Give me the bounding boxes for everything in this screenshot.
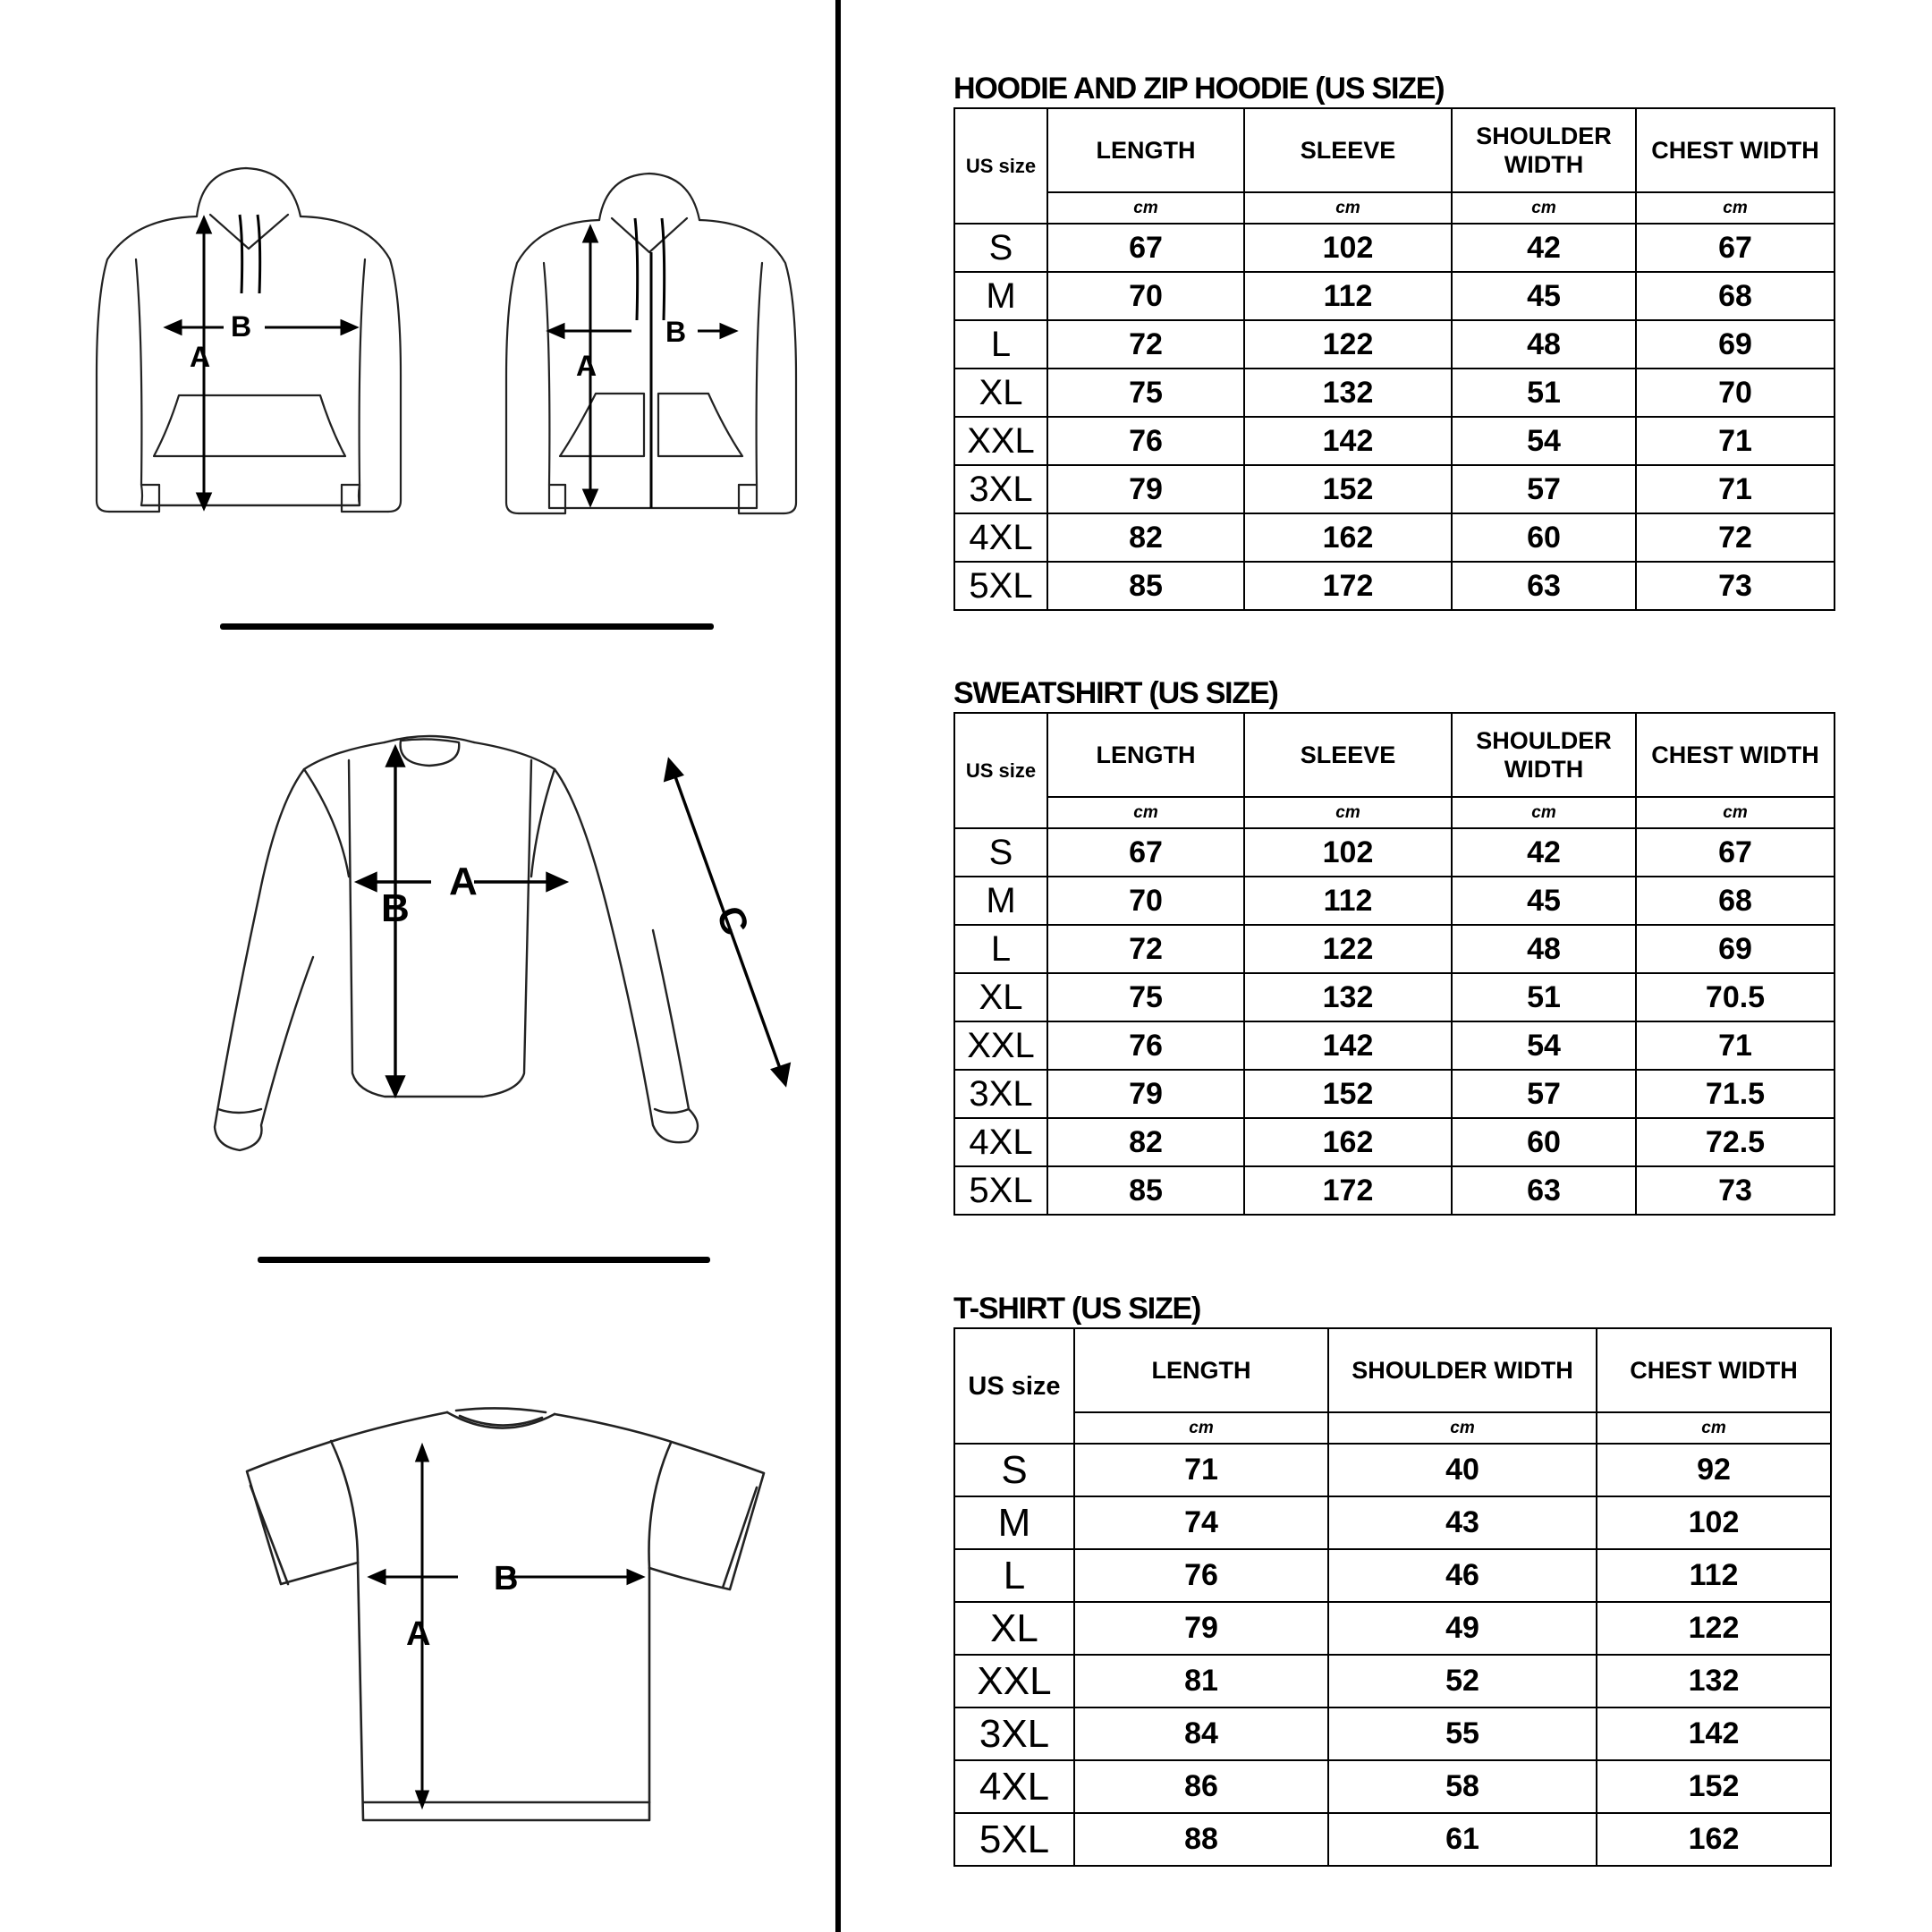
sweatshirt-table-title: SWEATSHIRT (US SIZE) bbox=[953, 676, 1278, 710]
sweatshirt-drawing bbox=[206, 733, 814, 1163]
tshirt-drawing bbox=[242, 1400, 778, 1856]
column-header-sleeve: SLEEVE bbox=[1244, 713, 1452, 797]
sweatshirt-size-section bbox=[953, 674, 1835, 1216]
table-row bbox=[954, 1070, 1835, 1118]
measurement-cell: 51 bbox=[1452, 973, 1636, 1021]
size-column-header: US size bbox=[954, 108, 1047, 224]
size-cell: M bbox=[954, 877, 1047, 925]
measurement-cell: 70 bbox=[1047, 877, 1244, 925]
size-cell: 5XL bbox=[954, 562, 1047, 610]
size-cell: XL bbox=[954, 369, 1047, 417]
measurement-cell: 71 bbox=[1636, 417, 1835, 465]
measurement-cell: 72 bbox=[1047, 320, 1244, 369]
measurement-cell: 73 bbox=[1636, 1166, 1835, 1215]
unit-cell: cm bbox=[1636, 797, 1835, 828]
separator-line-bottom bbox=[258, 1257, 710, 1263]
size-cell: XL bbox=[954, 1602, 1074, 1655]
zip-hoodie-label-a: A bbox=[576, 350, 597, 382]
measurement-cell: 60 bbox=[1452, 1118, 1636, 1166]
size-cell: S bbox=[954, 224, 1047, 272]
measurement-cell: 49 bbox=[1328, 1602, 1597, 1655]
measurement-cell: 68 bbox=[1636, 272, 1835, 320]
size-cell: XL bbox=[954, 973, 1047, 1021]
table-row bbox=[954, 369, 1835, 417]
column-header-length: LENGTH bbox=[1047, 713, 1244, 797]
unit-cell: cm bbox=[1452, 797, 1636, 828]
measurement-cell: 45 bbox=[1452, 877, 1636, 925]
tshirt-label-b: B bbox=[494, 1560, 519, 1597]
measurement-cell: 85 bbox=[1047, 562, 1244, 610]
measurement-cell: 84 bbox=[1074, 1707, 1328, 1760]
tshirt-size-table bbox=[953, 1327, 1832, 1867]
table-row bbox=[954, 877, 1835, 925]
size-cell: L bbox=[954, 1549, 1074, 1602]
size-column-header: US size bbox=[954, 713, 1047, 828]
measurement-cell: 55 bbox=[1328, 1707, 1597, 1760]
measurement-cell: 71 bbox=[1636, 465, 1835, 513]
sweatshirt-diagram bbox=[206, 733, 814, 1163]
column-header-shoulder-width: SHOULDER WIDTH bbox=[1328, 1328, 1597, 1412]
measurement-cell: 152 bbox=[1597, 1760, 1831, 1813]
measurement-cell: 74 bbox=[1074, 1496, 1328, 1549]
table-row bbox=[954, 925, 1835, 973]
measurement-cell: 76 bbox=[1047, 417, 1244, 465]
tshirt-size-section bbox=[953, 1290, 1832, 1867]
measurement-cell: 162 bbox=[1244, 1118, 1452, 1166]
measurement-cell: 112 bbox=[1244, 877, 1452, 925]
table-row bbox=[954, 1166, 1835, 1215]
table-row bbox=[954, 272, 1835, 320]
size-cell: XXL bbox=[954, 1021, 1047, 1070]
table-row bbox=[954, 973, 1835, 1021]
measurement-cell: 67 bbox=[1636, 224, 1835, 272]
hoodie-label-a: A bbox=[190, 341, 211, 373]
measurement-cell: 122 bbox=[1244, 320, 1452, 369]
size-cell: 3XL bbox=[954, 1070, 1047, 1118]
size-cell: 5XL bbox=[954, 1166, 1047, 1215]
measurement-cell: 71.5 bbox=[1636, 1070, 1835, 1118]
measurement-cell: 67 bbox=[1047, 828, 1244, 877]
table-row bbox=[954, 1655, 1831, 1707]
measurement-cell: 72 bbox=[1047, 925, 1244, 973]
size-cell: XXL bbox=[954, 417, 1047, 465]
measurement-cell: 71 bbox=[1636, 1021, 1835, 1070]
measurement-cell: 69 bbox=[1636, 925, 1835, 973]
tshirt-label-a: A bbox=[406, 1615, 431, 1653]
measurement-cell: 172 bbox=[1244, 562, 1452, 610]
measurement-cell: 52 bbox=[1328, 1655, 1597, 1707]
table-row bbox=[954, 513, 1835, 562]
separator-line-top bbox=[220, 623, 714, 630]
measurement-cell: 72 bbox=[1636, 513, 1835, 562]
vertical-divider bbox=[835, 0, 841, 1932]
measurement-cell: 67 bbox=[1636, 828, 1835, 877]
measurement-cell: 46 bbox=[1328, 1549, 1597, 1602]
measurement-cell: 42 bbox=[1452, 224, 1636, 272]
measurement-cell: 85 bbox=[1047, 1166, 1244, 1215]
measurement-cell: 132 bbox=[1244, 973, 1452, 1021]
unit-cell: cm bbox=[1636, 192, 1835, 224]
column-header-length: LENGTH bbox=[1074, 1328, 1328, 1412]
table-row bbox=[954, 1707, 1831, 1760]
measurement-cell: 112 bbox=[1244, 272, 1452, 320]
measurement-cell: 82 bbox=[1047, 1118, 1244, 1166]
column-header-sleeve: SLEEVE bbox=[1244, 108, 1452, 192]
table-row bbox=[954, 1813, 1831, 1866]
column-header-shoulder-width: SHOULDER WIDTH bbox=[1452, 108, 1636, 192]
measurement-cell: 63 bbox=[1452, 1166, 1636, 1215]
measurement-cell: 122 bbox=[1597, 1602, 1831, 1655]
hoodie-drawing bbox=[89, 161, 411, 537]
measurement-cell: 63 bbox=[1452, 562, 1636, 610]
measurement-cell: 122 bbox=[1244, 925, 1452, 973]
measurement-cell: 142 bbox=[1244, 1021, 1452, 1070]
size-cell: L bbox=[954, 320, 1047, 369]
size-cell: L bbox=[954, 925, 1047, 973]
sweatshirt-label-c: C bbox=[708, 900, 758, 942]
zip-hoodie-label-b: B bbox=[665, 316, 687, 348]
measurement-cell: 57 bbox=[1452, 1070, 1636, 1118]
hoodie-diagram bbox=[89, 161, 411, 537]
measurement-cell: 82 bbox=[1047, 513, 1244, 562]
table-row bbox=[954, 320, 1835, 369]
table-row bbox=[954, 1021, 1835, 1070]
measurement-cell: 57 bbox=[1452, 465, 1636, 513]
measurement-cell: 48 bbox=[1452, 925, 1636, 973]
measurement-cell: 79 bbox=[1047, 1070, 1244, 1118]
measurement-cell: 71 bbox=[1074, 1444, 1328, 1496]
measurement-cell: 132 bbox=[1597, 1655, 1831, 1707]
column-header-shoulder-width: SHOULDER WIDTH bbox=[1452, 713, 1636, 797]
tshirt-diagram bbox=[242, 1400, 778, 1856]
sweatshirt-label-a: A bbox=[449, 860, 478, 903]
unit-cell: cm bbox=[1244, 797, 1452, 828]
measurement-cell: 54 bbox=[1452, 1021, 1636, 1070]
measurement-cell: 40 bbox=[1328, 1444, 1597, 1496]
measurement-cell: 102 bbox=[1244, 828, 1452, 877]
measurement-cell: 86 bbox=[1074, 1760, 1328, 1813]
measurement-cell: 68 bbox=[1636, 877, 1835, 925]
measurement-cell: 75 bbox=[1047, 973, 1244, 1021]
unit-cell: cm bbox=[1244, 192, 1452, 224]
measurement-cell: 162 bbox=[1244, 513, 1452, 562]
measurement-cell: 42 bbox=[1452, 828, 1636, 877]
measurement-cell: 45 bbox=[1452, 272, 1636, 320]
size-column-header: US size bbox=[954, 1328, 1074, 1444]
measurement-cell: 70 bbox=[1636, 369, 1835, 417]
measurement-cell: 81 bbox=[1074, 1655, 1328, 1707]
size-cell: S bbox=[954, 1444, 1074, 1496]
table-row bbox=[954, 1496, 1831, 1549]
measurement-cell: 112 bbox=[1597, 1549, 1831, 1602]
size-cell: M bbox=[954, 272, 1047, 320]
table-row bbox=[954, 1118, 1835, 1166]
measurement-cell: 142 bbox=[1244, 417, 1452, 465]
measurement-cell: 69 bbox=[1636, 320, 1835, 369]
measurement-cell: 88 bbox=[1074, 1813, 1328, 1866]
column-header-chest-width: CHEST WIDTH bbox=[1597, 1328, 1831, 1412]
unit-cell: cm bbox=[1452, 192, 1636, 224]
table-row bbox=[954, 417, 1835, 465]
size-cell: 3XL bbox=[954, 1707, 1074, 1760]
size-cell: M bbox=[954, 1496, 1074, 1549]
size-cell: 3XL bbox=[954, 465, 1047, 513]
hoodie-size-section bbox=[953, 70, 1835, 611]
measurement-cell: 70 bbox=[1047, 272, 1244, 320]
unit-cell: cm bbox=[1074, 1412, 1328, 1444]
measurement-cell: 79 bbox=[1047, 465, 1244, 513]
size-cell: 5XL bbox=[954, 1813, 1074, 1866]
column-header-chest-width: CHEST WIDTH bbox=[1636, 108, 1835, 192]
measurement-cell: 132 bbox=[1244, 369, 1452, 417]
measurement-cell: 142 bbox=[1597, 1707, 1831, 1760]
hoodie-size-table bbox=[953, 107, 1835, 611]
measurement-cell: 76 bbox=[1074, 1549, 1328, 1602]
measurement-cell: 162 bbox=[1597, 1813, 1831, 1866]
measurement-cell: 58 bbox=[1328, 1760, 1597, 1813]
zip-hoodie-drawing bbox=[501, 170, 805, 537]
table-row bbox=[954, 1602, 1831, 1655]
measurement-cell: 48 bbox=[1452, 320, 1636, 369]
measurement-cell: 67 bbox=[1047, 224, 1244, 272]
size-cell: 4XL bbox=[954, 1760, 1074, 1813]
measurement-cell: 75 bbox=[1047, 369, 1244, 417]
unit-cell: cm bbox=[1047, 192, 1244, 224]
measurement-cell: 152 bbox=[1244, 465, 1452, 513]
measurement-cell: 172 bbox=[1244, 1166, 1452, 1215]
table-row bbox=[954, 562, 1835, 610]
measurement-cell: 73 bbox=[1636, 562, 1835, 610]
measurement-cell: 76 bbox=[1047, 1021, 1244, 1070]
table-row bbox=[954, 1549, 1831, 1602]
hoodie-label-b: B bbox=[231, 310, 252, 343]
measurement-cell: 102 bbox=[1597, 1496, 1831, 1549]
measurement-cell: 152 bbox=[1244, 1070, 1452, 1118]
measurement-cell: 43 bbox=[1328, 1496, 1597, 1549]
measurement-cell: 54 bbox=[1452, 417, 1636, 465]
measurement-cell: 70.5 bbox=[1636, 973, 1835, 1021]
measurement-cell: 79 bbox=[1074, 1602, 1328, 1655]
size-cell: XXL bbox=[954, 1655, 1074, 1707]
size-cell: 4XL bbox=[954, 513, 1047, 562]
measurement-cell: 51 bbox=[1452, 369, 1636, 417]
table-row bbox=[954, 828, 1835, 877]
sweatshirt-size-table bbox=[953, 712, 1835, 1216]
unit-cell: cm bbox=[1047, 797, 1244, 828]
unit-cell: cm bbox=[1328, 1412, 1597, 1444]
measurement-cell: 61 bbox=[1328, 1813, 1597, 1866]
hoodie-table-title: HOODIE AND ZIP HOODIE (US SIZE) bbox=[953, 72, 1445, 106]
measurement-cell: 92 bbox=[1597, 1444, 1831, 1496]
tshirt-table-title: T-SHIRT (US SIZE) bbox=[953, 1292, 1201, 1326]
unit-cell: cm bbox=[1597, 1412, 1831, 1444]
measurement-cell: 72.5 bbox=[1636, 1118, 1835, 1166]
zip-hoodie-diagram bbox=[501, 170, 805, 537]
table-row bbox=[954, 1760, 1831, 1813]
table-row bbox=[954, 224, 1835, 272]
measurement-cell: 102 bbox=[1244, 224, 1452, 272]
measurement-cell: 60 bbox=[1452, 513, 1636, 562]
table-row bbox=[954, 465, 1835, 513]
size-cell: 4XL bbox=[954, 1118, 1047, 1166]
size-cell: S bbox=[954, 828, 1047, 877]
sweatshirt-label-b: B bbox=[381, 886, 410, 930]
column-header-chest-width: CHEST WIDTH bbox=[1636, 713, 1835, 797]
column-header-length: LENGTH bbox=[1047, 108, 1244, 192]
table-row bbox=[954, 1444, 1831, 1496]
